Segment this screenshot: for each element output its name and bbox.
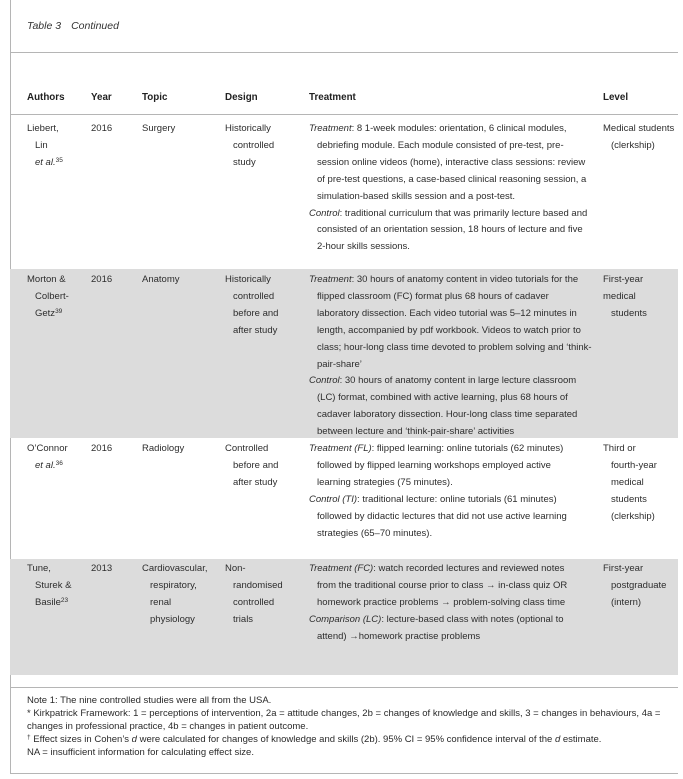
treatment-cell: Treatment (FL): flipped learning: online tutorials (62 minutes) followed by flipped learning workshops employed active learning strategies (75 minutes). Control (TI): traditional lecture: online tutorials (61 minutes) followed by didactic lectures that did not use active learning strategies (65–70 minutes). [309, 443, 567, 539]
note-kirkpatrick: * Kirkpatrick Framework: 1 = perceptions of intervention, 2a = attitude changes, 2b = changes of knowledge and skills, 3 = changes in behaviours, 4a = changes in professional practice, 4b = changes in patient outcome. [27, 708, 661, 732]
author-cell: Liebert, Lin et al.$^{35}$ [27, 123, 63, 168]
table-number: Table 3 [27, 20, 62, 32]
header-level: Level [603, 92, 629, 103]
year-cell: 2016 [91, 274, 113, 285]
topic-cell: Cardiovascular, respiratory, renal physiology [142, 563, 208, 625]
year-cell: 2013 [91, 563, 113, 574]
topic-cell: Anatomy [142, 274, 180, 285]
caption-divider [10, 52, 678, 53]
header-treatment: Treatment [309, 92, 356, 103]
author-cell: O’Connor et al.$^{36}$ [27, 443, 68, 471]
header-topic: Topic [142, 92, 168, 103]
design-cell: Historically controlled before and after study [225, 274, 279, 336]
year-cell: 2016 [91, 443, 113, 454]
design-cell: Historically controlled study [225, 123, 275, 168]
table-row [10, 115, 678, 269]
header-authors: Authors [27, 92, 65, 103]
note-effect-size: † Effect sizes in Cohen’s d were calculated for changes of knowledge and skills (2b). 95% CI = 95% confidence interval of the d estimate. [27, 734, 602, 745]
topic-cell: Surgery [142, 123, 176, 134]
notes-divider [10, 687, 678, 688]
author-cell: Tune, Sturek & Basile$^{23}$ [27, 563, 72, 608]
header-design: Design [225, 92, 258, 103]
design-cell: Controlled before and after study [225, 443, 279, 488]
treatment-cell: Treatment: 30 hours of anatomy content in video tutorials for the flipped classroom (FC) format plus 68 hours of cadaver laboratory dissection. Each video tutorial was 5–12 minutes in length, accompanied by pdf workbook. Videos to watch prior to class; hour-long class time devoted to problem solving and ‘think-pair-share’ Control: 30 hours of anatomy content in large lecture classroom (LC) format, combined with active learning, plus 68 hours of cadaver laboratory dissection. Hour-long class time separated between lecture and ‘think-pair-share’ activities [309, 274, 592, 438]
level-cell: Medical students (clerkship) [603, 123, 675, 151]
note-country: Note 1: The nine controlled studies were all from the USA. [27, 695, 272, 706]
level-cell: First-year medical students [603, 274, 647, 319]
year-cell: 2016 [91, 123, 113, 134]
table-row [10, 438, 678, 559]
treatment-cell: Treatment (FC): watch recorded lectures and reviewed notes from the traditional course prior to class → in-class quiz OR homework practice problems → problem-solving class time Comparison (LC): lecture-based class with notes (optional to attend) →homework practise problems [309, 563, 568, 642]
level-cell: First-year postgraduate (intern) [603, 563, 667, 608]
header-year: Year [91, 92, 112, 103]
table-row [10, 269, 678, 438]
table-footnotes [27, 694, 672, 759]
author-cell: Morton & Colbert- Getz$^{39}$ [27, 274, 69, 319]
design-cell: Non- randomised controlled trials [225, 563, 283, 625]
table-caption [27, 20, 119, 32]
topic-cell: Radiology [142, 443, 185, 454]
table-row [10, 559, 678, 675]
treatment-cell: Treatment: 8 1-week modules: orientation, 6 clinical modules, debriefing module. Each module consisted of pre-test, pre-session online videos (home), interactive class sessions: review of pre-test questions, a case-based clinical reasoning session, a simulation-based skills session and a post-test. Control: traditional curriculum that was primarily lecture based and consisted of an orientation session, 18 hours of lecture and five 2-hour skills sessions. [309, 123, 588, 253]
note-na: NA = insufficient information for calculating effect size. [27, 747, 254, 758]
level-cell: Third or fourth-year medical students (clerkship) [603, 443, 657, 522]
table-continued-label: Continued [71, 20, 119, 32]
